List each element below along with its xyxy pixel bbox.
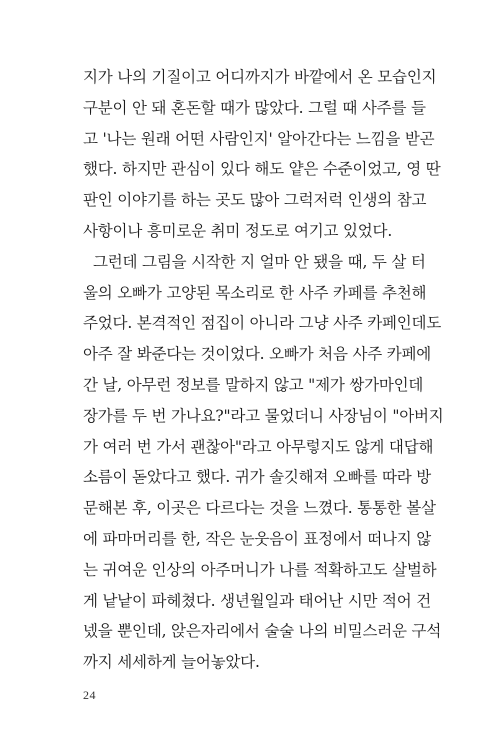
text-line: 그런데 그림을 시작한 지 얼마 안 됐을 때, 두 살 터	[93, 252, 426, 271]
text-line: 간 날, 아무런 정보를 말하지 않고 "제가 쌍가마인데	[83, 375, 424, 394]
text-line: 판인 이야기를 하는 곳도 많아 그럭저럭 인생의 참고	[83, 191, 427, 210]
text-line: 까지 세세하게 늘어놓았다.	[83, 653, 260, 672]
text-line: 했다. 하지만 관심이 있다 해도 얕은 수준이었고, 영 딴	[83, 160, 441, 179]
body-text	[83, 62, 444, 678]
text-line: 는 귀여운 인상의 아주머니가 나를 적확하고도 살벌하	[83, 560, 437, 579]
text-line: 게 낱낱이 파헤쳤다. 생년월일과 태어난 시만 적어 건	[83, 591, 432, 610]
text-line: 울의 오빠가 고양된 목소리로 한 사주 카페를 추천해	[83, 283, 427, 302]
text-line: 구분이 안 돼 혼돈할 때가 많았다. 그럴 때 사주를 들	[83, 98, 426, 117]
text-line: 지가 나의 기질이고 어디까지가 바깥에서 온 모습인지	[83, 68, 437, 86]
text-line: 소름이 돋았다고 했다. 귀가 솔깃해져 오빠를 따라 방	[83, 468, 432, 487]
text-line: 장가를 두 번 가나요?"라고 물었더니 사장님이 "아버지	[83, 406, 444, 425]
text-line: 주었다. 본격적인 점집이 아니라 그냥 사주 카페인데도	[83, 314, 442, 333]
page-number: 24	[83, 688, 96, 702]
text-line: 아주 잘 봐준다는 것이었다. 오빠가 처음 사주 카페에	[83, 345, 432, 364]
text-line: 에 파마머리를 한, 작은 눈웃음이 표정에서 떠나지 않	[83, 529, 432, 548]
text-line: 넸을 뿐인데, 앉은자리에서 술술 나의 비밀스러운 구석	[83, 622, 442, 641]
text-line: 고 '나는 원래 어떤 사람인지' 알아간다는 느낌을 받곤	[83, 129, 435, 148]
text-line: 사항이나 흥미로운 취미 정도로 여기고 있었다.	[83, 221, 393, 240]
text-line: 가 여러 번 가서 괜찮아"라고 아무렇지도 않게 대답해	[83, 437, 434, 456]
text-line: 문해본 후, 이곳은 다르다는 것을 느꼈다. 통통한 볼살	[83, 499, 436, 518]
